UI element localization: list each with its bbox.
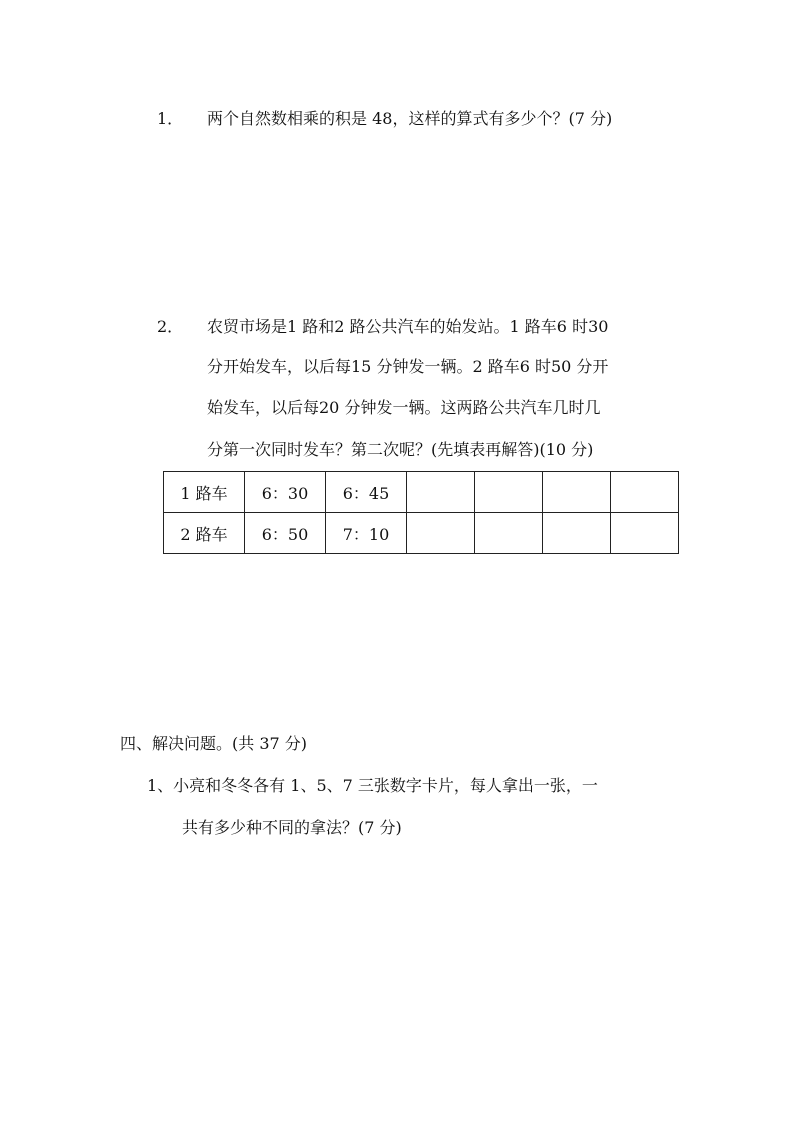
q2-text-line-3: 始发车，以后每20 分钟发一辆。这两路公共汽车几时几 xyxy=(207,398,601,417)
table-row xyxy=(164,472,679,513)
section-heading: 四、解决问题。(共 37 分) xyxy=(120,734,308,753)
q1-text: 两个自然数相乘的积是 48，这样的算式有多少个？(7 分) xyxy=(207,109,613,128)
table-cell: 6：50 xyxy=(245,513,326,554)
table-row xyxy=(164,513,679,554)
q1-number: 1． xyxy=(157,109,184,128)
table-cell: 6：30 xyxy=(245,472,326,513)
table-cell-blank[interactable] xyxy=(407,472,475,513)
table-cell: 2 路车 xyxy=(164,513,245,554)
table-cell: 1 路车 xyxy=(164,472,245,513)
q2-text-line-4: 分第一次同时发车？第二次呢？(先填表再解答)(10 分) xyxy=(207,440,594,459)
bus-schedule-table xyxy=(163,471,679,554)
table-cell-blank[interactable] xyxy=(475,472,543,513)
table-cell: 6：45 xyxy=(326,472,407,513)
table-cell-blank[interactable] xyxy=(407,513,475,554)
table-cell-blank[interactable] xyxy=(475,513,543,554)
table-cell-blank[interactable] xyxy=(611,513,679,554)
table-cell-blank[interactable] xyxy=(543,513,611,554)
table-cell-blank[interactable] xyxy=(543,472,611,513)
table-cell: 7：10 xyxy=(326,513,407,554)
s4-q1-text-line-2: 共有多少种不同的拿法？(7 分) xyxy=(182,818,402,837)
q2-text-line-1: 农贸市场是1 路和2 路公共汽车的始发站。1 路车6 时30 xyxy=(207,317,609,336)
table-cell-blank[interactable] xyxy=(611,472,679,513)
q2-number: 2． xyxy=(157,317,184,336)
q2-text-line-2: 分开始发车，以后每15 分钟发一辆。2 路车6 时50 分开 xyxy=(207,357,609,376)
s4-q1-text-line-1: 1、小亮和冬冬各有 1、5、7 三张数字卡片，每人拿出一张，一 xyxy=(147,776,598,795)
